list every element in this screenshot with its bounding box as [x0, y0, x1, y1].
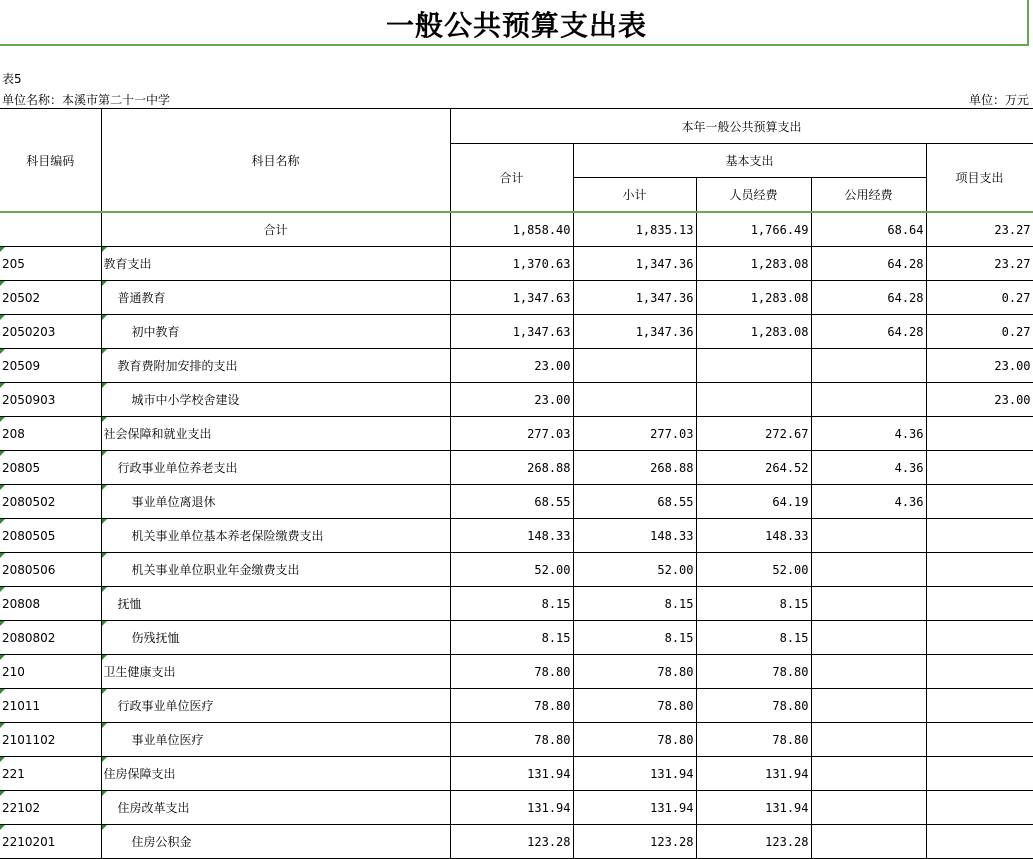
- subtotal-cell: 78.80: [573, 689, 696, 723]
- public-cell: [811, 791, 926, 825]
- personnel-cell: 123.28: [696, 825, 811, 859]
- personnel-cell: 131.94: [696, 757, 811, 791]
- personnel-cell: 78.80: [696, 689, 811, 723]
- total-cell: 1,347.63: [450, 315, 573, 349]
- code-cell: 2101102: [0, 723, 101, 757]
- project-cell: [926, 417, 1033, 451]
- subtotal-cell: 1,347.36: [573, 247, 696, 281]
- project-cell: [926, 723, 1033, 757]
- name-cell: 社会保障和就业支出: [101, 417, 450, 451]
- subtotal-cell: 1,347.36: [573, 281, 696, 315]
- project-cell: [926, 451, 1033, 485]
- personnel-cell: 8.15: [696, 621, 811, 655]
- total-cell: 131.94: [450, 791, 573, 825]
- table-row: [0, 485, 1033, 519]
- budget-table: [0, 108, 1033, 859]
- personnel-cell: 272.67: [696, 417, 811, 451]
- name-cell: 初中教育: [101, 315, 450, 349]
- project-cell: [926, 655, 1033, 689]
- personnel-cell: 1,283.08: [696, 315, 811, 349]
- total-cell: 148.33: [450, 519, 573, 553]
- header-public: 公用经费: [811, 178, 926, 213]
- public-cell: [811, 621, 926, 655]
- code-cell: 21011: [0, 689, 101, 723]
- table-row: [0, 587, 1033, 621]
- project-cell: 0.27: [926, 281, 1033, 315]
- total-cell: 52.00: [450, 553, 573, 587]
- name-cell: 普通教育: [101, 281, 450, 315]
- subtotal-cell: 131.94: [573, 791, 696, 825]
- table-row: [0, 621, 1033, 655]
- personnel-cell: [696, 383, 811, 417]
- table-row: [0, 723, 1033, 757]
- table-row: [0, 757, 1033, 791]
- total-cell: 68.55: [450, 485, 573, 519]
- table-number: 表5: [2, 72, 22, 86]
- table-row: [0, 655, 1033, 689]
- public-cell: [811, 553, 926, 587]
- table-body: [0, 212, 1033, 859]
- name-cell: 事业单位医疗: [101, 723, 450, 757]
- public-cell: [811, 655, 926, 689]
- project-cell: [926, 757, 1033, 791]
- public-cell: [811, 383, 926, 417]
- code-cell: 210: [0, 655, 101, 689]
- subtotal-cell: 78.80: [573, 723, 696, 757]
- code-cell: 22102: [0, 791, 101, 825]
- total-cell: 78.80: [450, 689, 573, 723]
- code-cell: 2050903: [0, 383, 101, 417]
- subtotal-cell: 8.15: [573, 587, 696, 621]
- personnel-cell: 64.19: [696, 485, 811, 519]
- header-total: 合计: [450, 144, 573, 213]
- subtotal-cell: 1,347.36: [573, 315, 696, 349]
- public-cell: 4.36: [811, 417, 926, 451]
- personnel-cell: 52.00: [696, 553, 811, 587]
- personnel-cell: 1,766.49: [696, 212, 811, 247]
- total-cell: 123.28: [450, 825, 573, 859]
- public-cell: [811, 757, 926, 791]
- header-project: 项目支出: [926, 144, 1033, 213]
- personnel-cell: 148.33: [696, 519, 811, 553]
- name-cell: 伤残抚恤: [101, 621, 450, 655]
- subtotal-cell: 8.15: [573, 621, 696, 655]
- total-cell: 78.80: [450, 655, 573, 689]
- project-cell: 23.00: [926, 383, 1033, 417]
- code-cell: 2080505: [0, 519, 101, 553]
- project-cell: [926, 689, 1033, 723]
- table-row: [0, 791, 1033, 825]
- total-cell: 23.00: [450, 349, 573, 383]
- name-cell: 行政事业单位医疗: [101, 689, 450, 723]
- name-cell: 教育支出: [101, 247, 450, 281]
- project-cell: 0.27: [926, 315, 1033, 349]
- unit-name: 单位名称：本溪市第二十一中学: [2, 93, 171, 107]
- table-row: [0, 315, 1033, 349]
- name-cell: 抚恤: [101, 587, 450, 621]
- project-cell: 23.27: [926, 212, 1033, 247]
- header-name: 科目名称: [101, 109, 450, 213]
- code-cell: 2050203: [0, 315, 101, 349]
- project-cell: [926, 519, 1033, 553]
- table-row: [0, 451, 1033, 485]
- name-cell: 住房保障支出: [101, 757, 450, 791]
- project-cell: [926, 485, 1033, 519]
- public-cell: 64.28: [811, 281, 926, 315]
- personnel-cell: 264.52: [696, 451, 811, 485]
- table-row: [0, 349, 1033, 383]
- public-cell: 64.28: [811, 247, 926, 281]
- header-subtotal: 小计: [573, 178, 696, 213]
- table-row: [0, 383, 1033, 417]
- project-cell: 23.27: [926, 247, 1033, 281]
- total-cell: 131.94: [450, 757, 573, 791]
- subtotal-cell: 277.03: [573, 417, 696, 451]
- project-cell: [926, 791, 1033, 825]
- public-cell: 68.64: [811, 212, 926, 247]
- name-cell: 城市中小学校舍建设: [101, 383, 450, 417]
- header-group: 本年一般公共预算支出: [450, 109, 1033, 144]
- total-row: [0, 212, 1033, 247]
- subtotal-cell: 78.80: [573, 655, 696, 689]
- code-cell: 208: [0, 417, 101, 451]
- subtotal-cell: 123.28: [573, 825, 696, 859]
- code-cell: 2210201: [0, 825, 101, 859]
- code-cell: [0, 212, 101, 247]
- table-row: [0, 689, 1033, 723]
- total-cell: 268.88: [450, 451, 573, 485]
- table-row: [0, 281, 1033, 315]
- code-cell: 20808: [0, 587, 101, 621]
- table-row: [0, 825, 1033, 859]
- unit-label: 单位：万元: [968, 93, 1029, 107]
- code-cell: 20509: [0, 349, 101, 383]
- code-cell: 2080502: [0, 485, 101, 519]
- code-cell: 2080802: [0, 621, 101, 655]
- project-cell: [926, 825, 1033, 859]
- total-cell: 277.03: [450, 417, 573, 451]
- subtotal-cell: 268.88: [573, 451, 696, 485]
- public-cell: [811, 689, 926, 723]
- personnel-cell: [696, 349, 811, 383]
- header-basic: 基本支出: [573, 144, 926, 178]
- header-code: 科目编码: [0, 109, 101, 213]
- total-cell: 1,370.63: [450, 247, 573, 281]
- public-cell: 4.36: [811, 451, 926, 485]
- header-personnel: 人员经费: [696, 178, 811, 213]
- name-cell: 行政事业单位养老支出: [101, 451, 450, 485]
- subtotal-cell: [573, 383, 696, 417]
- name-cell: 合计: [101, 212, 450, 247]
- public-cell: [811, 825, 926, 859]
- personnel-cell: 8.15: [696, 587, 811, 621]
- name-cell: 卫生健康支出: [101, 655, 450, 689]
- name-cell: 教育费附加安排的支出: [101, 349, 450, 383]
- project-cell: [926, 553, 1033, 587]
- code-cell: 20805: [0, 451, 101, 485]
- code-cell: 20502: [0, 281, 101, 315]
- total-cell: 1,347.63: [450, 281, 573, 315]
- total-cell: 8.15: [450, 621, 573, 655]
- public-cell: 64.28: [811, 315, 926, 349]
- name-cell: 机关事业单位基本养老保险缴费支出: [101, 519, 450, 553]
- project-cell: [926, 587, 1033, 621]
- code-cell: 205: [0, 247, 101, 281]
- subtotal-cell: 1,835.13: [573, 212, 696, 247]
- public-cell: [811, 587, 926, 621]
- total-cell: 1,858.40: [450, 212, 573, 247]
- public-cell: 4.36: [811, 485, 926, 519]
- personnel-cell: 1,283.08: [696, 281, 811, 315]
- name-cell: 住房改革支出: [101, 791, 450, 825]
- subtotal-cell: 148.33: [573, 519, 696, 553]
- public-cell: [811, 723, 926, 757]
- subtotal-cell: 52.00: [573, 553, 696, 587]
- table-row: [0, 247, 1033, 281]
- subtotal-cell: 131.94: [573, 757, 696, 791]
- project-cell: 23.00: [926, 349, 1033, 383]
- page-title: 一般公共预算支出表: [385, 9, 647, 42]
- table-row: [0, 553, 1033, 587]
- public-cell: [811, 349, 926, 383]
- code-cell: 221: [0, 757, 101, 791]
- project-cell: [926, 621, 1033, 655]
- name-cell: 住房公积金: [101, 825, 450, 859]
- total-cell: 23.00: [450, 383, 573, 417]
- code-cell: 2080506: [0, 553, 101, 587]
- subtotal-cell: 68.55: [573, 485, 696, 519]
- personnel-cell: 78.80: [696, 655, 811, 689]
- public-cell: [811, 519, 926, 553]
- total-cell: 8.15: [450, 587, 573, 621]
- table-row: [0, 417, 1033, 451]
- personnel-cell: 78.80: [696, 723, 811, 757]
- personnel-cell: 1,283.08: [696, 247, 811, 281]
- table-row: [0, 519, 1033, 553]
- name-cell: 事业单位离退休: [101, 485, 450, 519]
- total-cell: 78.80: [450, 723, 573, 757]
- personnel-cell: 131.94: [696, 791, 811, 825]
- name-cell: 机关事业单位职业年金缴费支出: [101, 553, 450, 587]
- subtotal-cell: [573, 349, 696, 383]
